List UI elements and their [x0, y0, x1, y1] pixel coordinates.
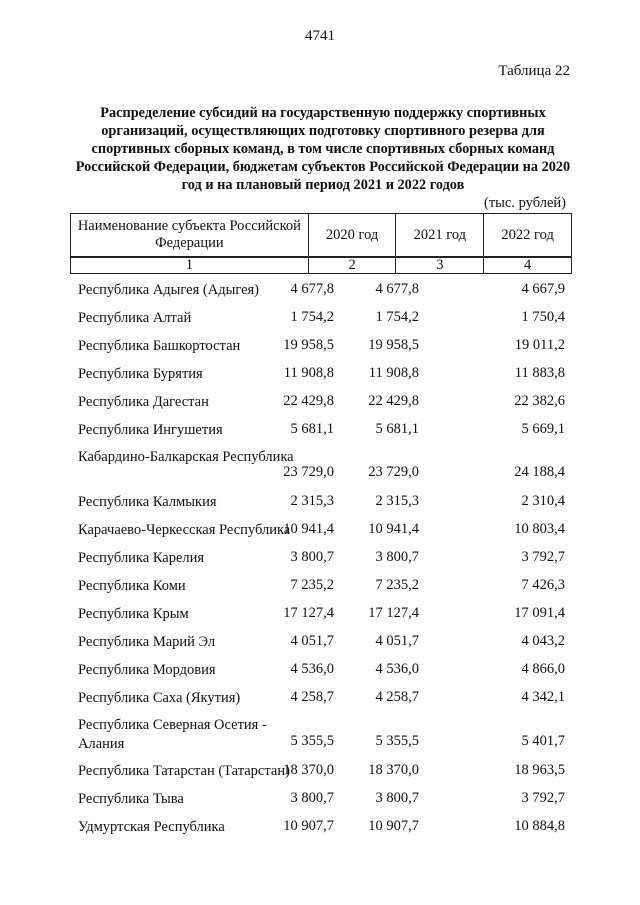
value-2022: 10 884,8	[514, 818, 565, 834]
header-col-2020: 2020 год	[308, 214, 396, 258]
value-2020: 4 677,8	[290, 281, 334, 297]
value-2020: 4 051,7	[290, 633, 334, 649]
value-2021: 7 235,2	[375, 577, 419, 593]
value-2021: 5 355,5	[375, 733, 419, 749]
value-2022: 19 011,2	[514, 337, 565, 353]
region-name: Республика Саха (Якутия)	[78, 690, 241, 706]
value-2020: 4 536,0	[290, 661, 334, 677]
value-2022: 4 342,1	[521, 689, 565, 705]
value-2021: 2 315,3	[375, 493, 419, 509]
value-2021: 1 754,2	[375, 309, 419, 325]
region-name: Республика Крым	[78, 606, 189, 622]
region-name: Республика Марий Эл	[78, 634, 216, 650]
value-2021: 19 958,5	[368, 337, 419, 353]
value-2021: 4 677,8	[375, 281, 419, 297]
value-2021: 4 051,7	[375, 633, 419, 649]
value-2022: 4 866,0	[521, 661, 565, 677]
value-2021: 23 729,0	[368, 464, 419, 480]
value-2021: 4 258,7	[375, 689, 419, 705]
value-2022: 17 091,4	[514, 605, 565, 621]
value-2022: 24 188,4	[514, 464, 565, 480]
value-2020: 2 315,3	[290, 493, 334, 509]
header-col-2021: 2021 год	[396, 214, 484, 258]
value-2020: 10 941,4	[283, 521, 334, 537]
header-num-1: 1	[71, 257, 309, 274]
value-2020: 18 370,0	[283, 762, 334, 778]
region-name: Республика Тыва	[78, 791, 184, 807]
value-2020: 3 800,7	[290, 549, 334, 565]
header-num-3: 3	[396, 257, 484, 274]
value-2020: 19 958,5	[283, 337, 334, 353]
value-2022: 22 382,6	[514, 393, 565, 409]
value-2022: 1 750,4	[521, 309, 565, 325]
value-2022: 5 401,7	[521, 733, 565, 749]
value-2021: 11 908,8	[368, 365, 419, 381]
region-name: Республика Дагестан	[78, 394, 209, 410]
value-2020: 3 800,7	[290, 790, 334, 806]
region-name: Удмуртская Республика	[78, 819, 225, 835]
region-name: Карачаево-Черкесская Республика	[78, 522, 291, 538]
value-2020: 17 127,4	[283, 605, 334, 621]
value-2022: 10 803,4	[514, 521, 565, 537]
region-name: Республика Татарстан (Татарстан)	[78, 763, 290, 779]
region-name: Республика Коми	[78, 578, 186, 594]
region-name: Республика Карелия	[78, 550, 205, 566]
value-2020: 22 429,8	[283, 393, 334, 409]
region-name: Республика Алтай	[78, 310, 192, 326]
units-label: (тыс. рублей)	[484, 195, 566, 211]
value-2021: 5 681,1	[375, 421, 419, 437]
header-num-2: 2	[308, 257, 396, 274]
value-2021: 3 800,7	[375, 790, 419, 806]
value-2021: 10 907,7	[368, 818, 419, 834]
value-2022: 18 963,5	[514, 762, 565, 778]
value-2021: 18 370,0	[368, 762, 419, 778]
value-2022: 11 883,8	[514, 365, 565, 381]
value-2022: 4 043,2	[521, 633, 565, 649]
value-2021: 17 127,4	[368, 605, 419, 621]
page-number: 4741	[305, 28, 335, 44]
table-header	[70, 213, 572, 274]
region-name: Республика Ингушетия	[78, 422, 223, 438]
value-2020: 1 754,2	[290, 309, 334, 325]
value-2022: 4 667,9	[521, 281, 565, 297]
table-label: Таблица 22	[498, 63, 570, 79]
region-name: Республика Башкортостан	[78, 338, 241, 354]
region-name: Кабардино-Балкарская Республика	[78, 449, 294, 465]
value-2020: 23 729,0	[283, 464, 334, 480]
region-name: Республика Мордовия	[78, 662, 216, 678]
value-2021: 3 800,7	[375, 549, 419, 565]
header-col-2022: 2022 год	[484, 214, 572, 258]
value-2020: 10 907,7	[283, 818, 334, 834]
value-2022: 2 310,4	[521, 493, 565, 509]
value-2022: 7 426,3	[521, 577, 565, 593]
value-2022: 5 669,1	[521, 421, 565, 437]
value-2021: 4 536,0	[375, 661, 419, 677]
header-col-name: Наименование субъекта Российской Федерации	[71, 214, 309, 258]
value-2021: 10 941,4	[368, 521, 419, 537]
region-name: Республика Калмыкия	[78, 494, 217, 510]
value-2022: 3 792,7	[521, 790, 565, 806]
value-2020: 5 681,1	[290, 421, 334, 437]
value-2020: 7 235,2	[290, 577, 334, 593]
region-name: Республика Бурятия	[78, 366, 203, 382]
document-title: Распределение субсидий на государственную поддержку спортивных организаций, осуществляющих подготовку спортивного резерва для спортивных сборных команд, в том числе спортивных сборных команд Российской Федерации, бюджетам субъектов Российской Федерации на 2020 год и на плановый период 2021 и 2022 годов	[75, 105, 571, 193]
region-name: Республика Адыгея (Адыгея)	[78, 282, 260, 298]
value-2020: 11 908,8	[283, 365, 334, 381]
value-2020: 4 258,7	[290, 689, 334, 705]
region-name: Республика Северная Осетия - Алания	[78, 717, 267, 752]
header-num-4: 4	[484, 257, 572, 274]
value-2020: 5 355,5	[290, 733, 334, 749]
value-2021: 22 429,8	[368, 393, 419, 409]
value-2022: 3 792,7	[521, 549, 565, 565]
